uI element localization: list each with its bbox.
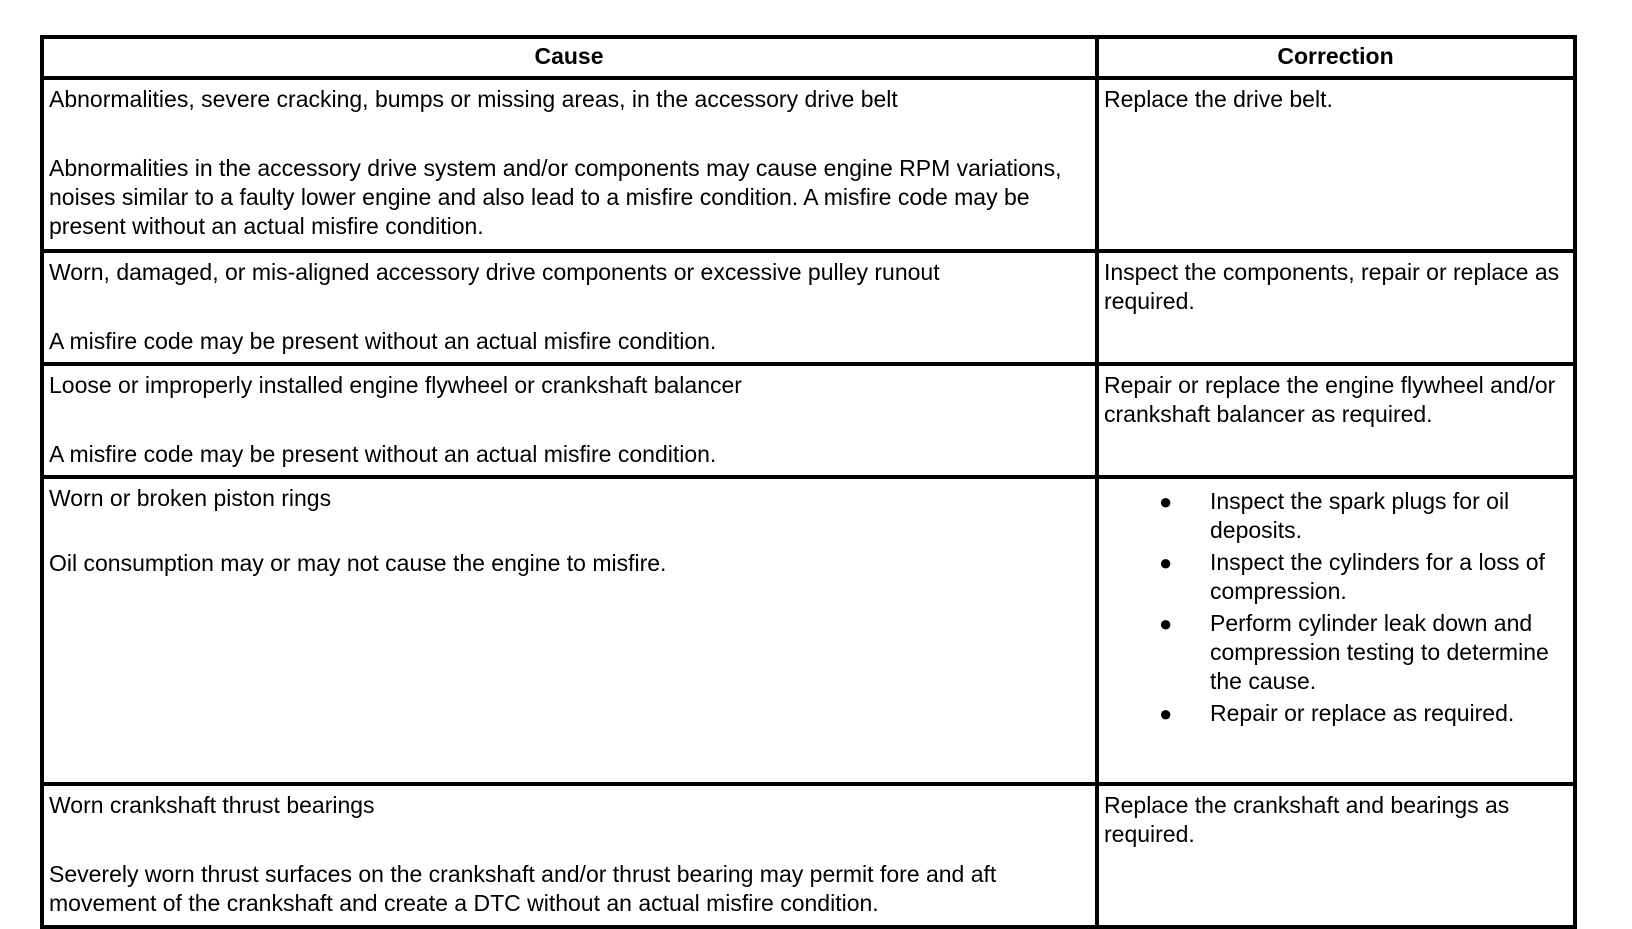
correction-step: Inspect the spark plugs for oil deposits. [1210, 488, 1510, 543]
cause-title: Worn crankshaft thrust bearings [49, 792, 375, 818]
correction-step: Inspect the cylinders for a loss of compression. [1210, 549, 1545, 604]
list-item [1104, 487, 1567, 545]
list-item [1104, 609, 1567, 696]
bullet-icon: ● [1159, 550, 1173, 575]
cause-cell [42, 251, 1097, 364]
cause-title: Loose or improperly installed engine flywheel or crankshaft balancer [49, 372, 742, 398]
correction-step: Repair or replace as required. [1210, 700, 1515, 726]
bullet-icon: ● [1159, 611, 1173, 636]
cause-cell [42, 784, 1097, 927]
cause-note: Oil consumption may or may not cause the engine to misfire. [49, 550, 667, 576]
header-correction: Correction [1097, 37, 1575, 78]
bullet-icon: ● [1159, 701, 1173, 726]
correction-cell [1097, 784, 1575, 927]
cause-note: A misfire code may be present without an actual misfire condition. [49, 328, 717, 354]
cause-cell [42, 364, 1097, 477]
table-row [42, 78, 1575, 251]
correction-cell [1097, 364, 1575, 477]
table-row [42, 364, 1575, 477]
cause-cell [42, 477, 1097, 784]
correction-cell [1097, 78, 1575, 251]
cause-note: A misfire code may be present without an actual misfire condition. [49, 441, 717, 467]
cause-title: Worn or broken piston rings [49, 485, 332, 511]
correction-cell [1097, 477, 1575, 784]
header-cause: Cause [42, 37, 1097, 78]
cause-title: Abnormalities, severe cracking, bumps or missing areas, in the accessory drive belt [49, 86, 898, 112]
correction-step: Perform cylinder leak down and compression testing to determine the cause. [1210, 610, 1549, 694]
cause-title: Worn, damaged, or mis-aligned accessory drive components or excessive pulley runout [49, 259, 940, 285]
table-row [42, 251, 1575, 364]
header-row [42, 37, 1575, 78]
bullet-icon: ● [1159, 489, 1173, 514]
correction-list [1104, 487, 1567, 728]
diagnostic-table [40, 35, 1577, 929]
cause-note: Abnormalities in the accessory drive system and/or components may cause engine RPM variations, noises similar to a faulty lower engine and also lead to a misfire condition. A misfire code may be present without an actual misfire condition. [49, 155, 1062, 239]
correction-cell [1097, 251, 1575, 364]
list-item [1104, 699, 1567, 728]
correction-text: Inspect the components, repair or replace as required. [1104, 259, 1560, 314]
correction-text: Replace the drive belt. [1104, 86, 1333, 112]
list-item [1104, 548, 1567, 606]
cause-cell [42, 78, 1097, 251]
correction-text: Repair or replace the engine flywheel and/or crankshaft balancer as required. [1104, 372, 1556, 427]
correction-text: Replace the crankshaft and bearings as required. [1104, 792, 1510, 847]
cause-note: Severely worn thrust surfaces on the crankshaft and/or thrust bearing may permit fore and aft movement of the crankshaft and create a DTC without an actual misfire condition. [49, 861, 997, 916]
table-row [42, 784, 1575, 927]
table-row [42, 477, 1575, 784]
